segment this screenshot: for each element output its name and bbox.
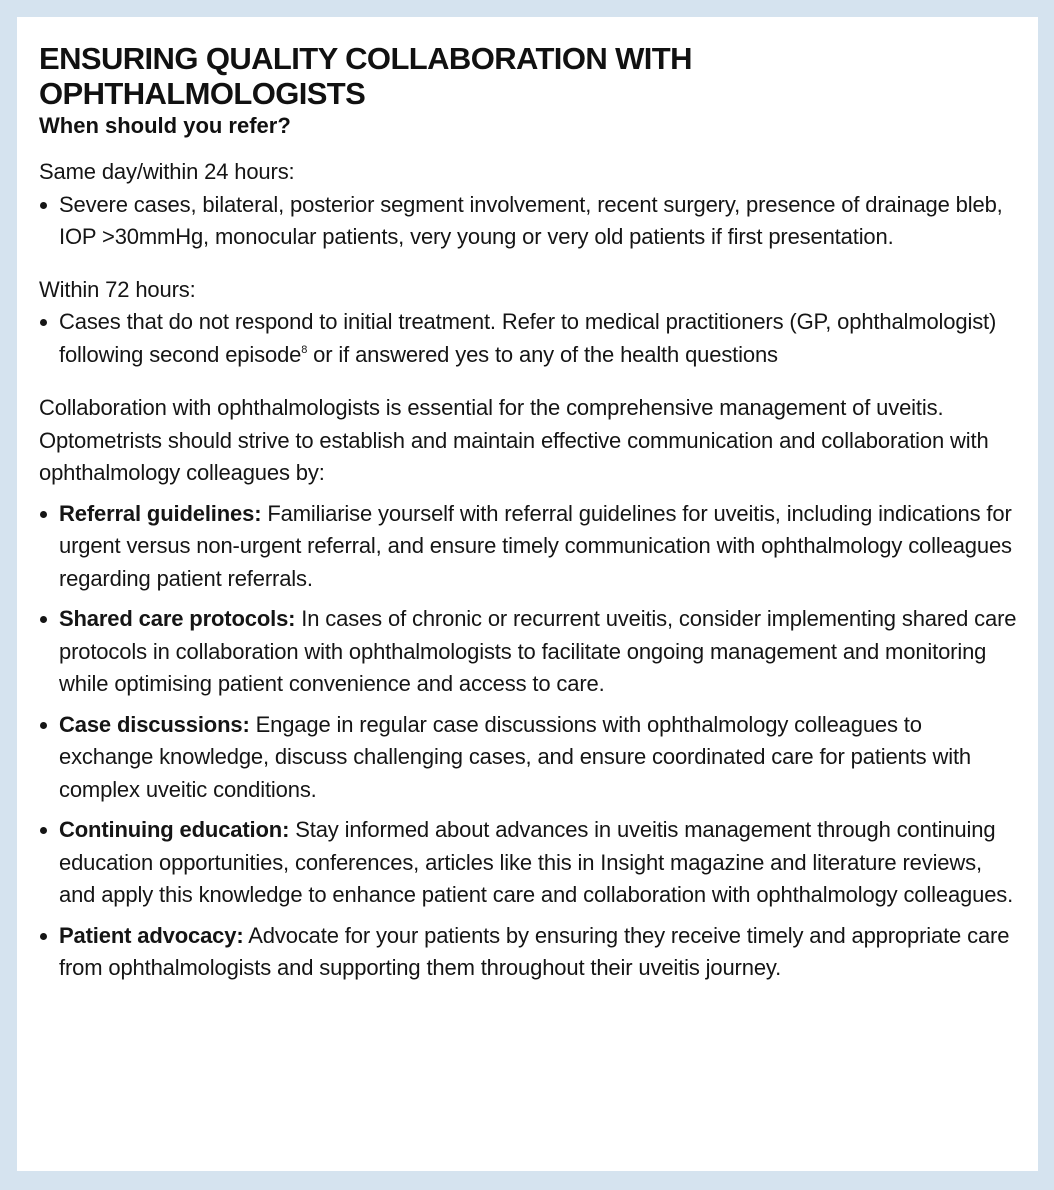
within72-item-text: Cases that do not respond to initial treatment. Refer to medical practitioners (GP, ophthalmologist) following second episode (59, 309, 997, 367)
guideline-term: Case discussions: (59, 711, 250, 737)
box-title: ENSURING QUALITY COLLABORATION WITH OPHTHALMOLOGISTS (39, 41, 692, 111)
box-subtitle: When should you refer? (39, 113, 291, 138)
within72-item-text-end: or if answered yes to any of the health questions (307, 341, 778, 367)
guideline-text: Stay informed about advances in uveitis management through continuing education opportunities, conferences, articles like this in Insight magazine and literature reviews, and apply this knowledge to enhance patient care and collaboration with ophthalmology colleagues. (59, 817, 1014, 907)
guideline-text: In cases of chronic or recurrent uveitis, consider implementing shared care protocols in collaboration with ophthalmologists to facilitate ongoing management and monitoring while optimising patient convenience and access to care. (59, 606, 1017, 696)
guideline-item (39, 498, 1018, 596)
guideline-term: Continuing education: (59, 817, 290, 842)
guideline-term: Patient advocacy: (59, 922, 244, 948)
within72-label: Within 72 hours: (39, 276, 196, 302)
guideline-text: Familiarise yourself with referral guidelines for uveitis, including indications for urgent versus non-urgent referral, and ensure timely communication with ophthalmology colleagues regarding patient referrals. (59, 500, 1012, 591)
info-box (17, 17, 1038, 1171)
guideline-item (39, 814, 1018, 912)
urgent-item: Severe cases, bilateral, posterior segment involvement, recent surgery, presence of drainage bleb, IOP >30mmHg, monocular patients, very young or very old patients if first presentation. (39, 189, 1018, 254)
guideline-item (39, 603, 1018, 701)
box-body (39, 156, 1018, 985)
within72-item (39, 306, 1018, 371)
reference-superscript: 8 (301, 343, 308, 356)
urgent-label: Same day/within 24 hours: (39, 159, 295, 184)
guideline-term: Shared care protocols: (59, 606, 296, 631)
guideline-item (39, 920, 1018, 985)
guideline-text: Advocate for your patients by ensuring they receive timely and appropriate care from ophthalmologists and supporting them throughout their uveitis journey. (59, 922, 1010, 980)
guideline-text: Engage in regular case discussions with ophthalmology colleagues to exchange knowledge, discuss challenging cases, and ensure coordinated care for patients with complex uveitic conditions. (59, 711, 971, 802)
guidelines-list (39, 498, 1018, 985)
within72-list (39, 306, 1018, 371)
intro-paragraph: Collaboration with ophthalmologists is essential for the comprehensive management of uveitis. Optometrists should strive to establish and maintain effective communication and collaboration with ophthalmology colleagues by: (39, 395, 989, 485)
urgent-list (39, 189, 1018, 254)
guideline-item (39, 709, 1018, 807)
guideline-term: Referral guidelines: (59, 500, 262, 526)
